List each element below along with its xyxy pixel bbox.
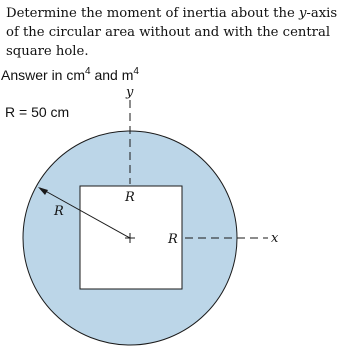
x-axis-label: x [271,231,279,246]
answer-prefix: Answer in cm [1,67,86,83]
problem-axis-symbol: y [298,6,307,21]
answer-unit2: m [121,67,134,83]
square-right-label: R [168,232,178,247]
answer-exp1: 4 [85,66,91,77]
radius-label: R [54,204,64,219]
problem-line2: of the circular area without and with the central [6,25,331,40]
square-top-label: R [125,190,135,205]
problem-line1-pre: Determine the moment of inertia about the [6,6,299,21]
given-radius: R = 50 cm [5,104,70,120]
problem-line3: square hole. [6,44,89,59]
y-axis-label: y [126,85,134,100]
answer-exp2: 4 [133,66,139,77]
problem-line1-post: -axis [306,6,338,21]
answer-and: and [90,67,122,83]
